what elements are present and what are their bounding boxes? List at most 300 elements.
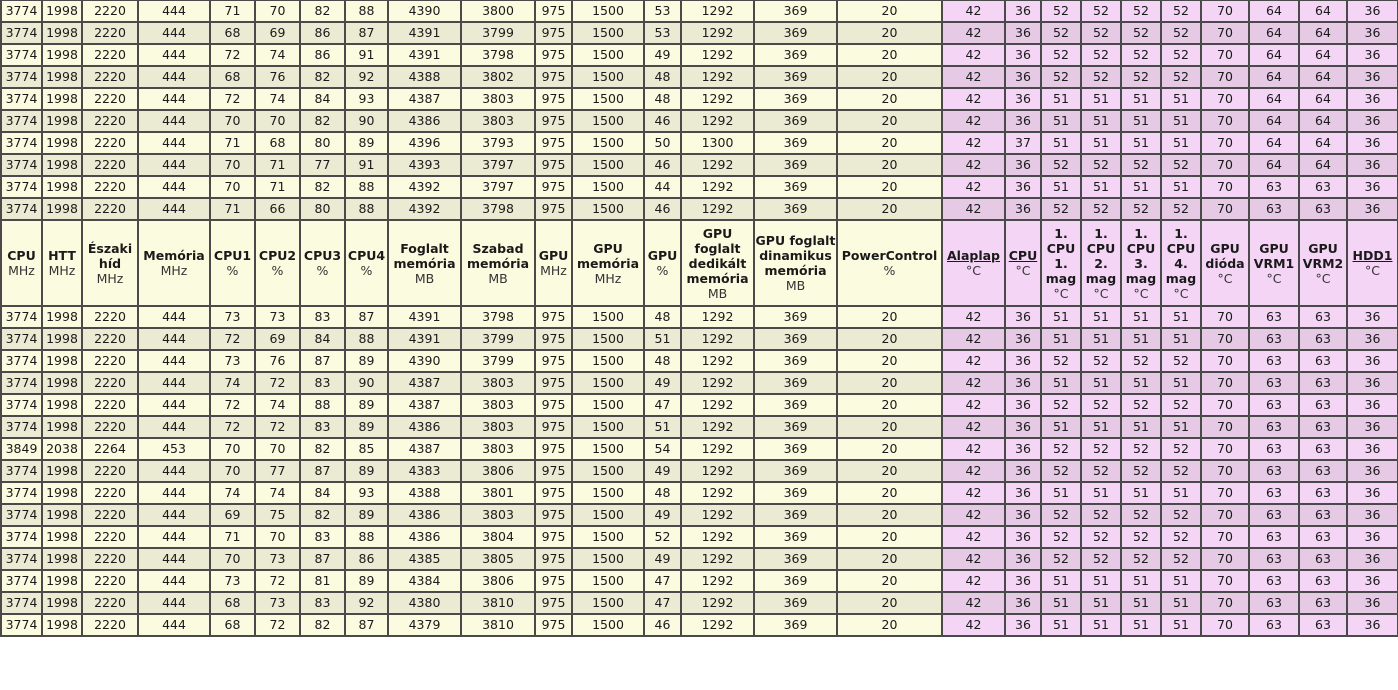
column-header [1249,220,1299,306]
table-cell: 36 [1347,350,1398,372]
column-header-unit: MHz [540,263,567,278]
table-cell: 3793 [461,132,535,154]
column-header-title: GPU [647,248,678,263]
table-cell: 1500 [572,22,644,44]
table-cell: 444 [138,110,210,132]
table-cell: 20 [837,44,942,66]
table-cell: 51 [1161,88,1201,110]
table-cell: 68 [210,592,255,614]
column-header [1041,220,1081,306]
table-cell: 51 [1041,482,1081,504]
table-cell: 52 [1041,0,1081,22]
table-cell: 3774 [1,110,42,132]
table-cell: 3774 [1,44,42,66]
table-cell: 975 [535,66,572,88]
table-cell: 83 [300,416,345,438]
table-cell: 2220 [82,306,138,328]
table-cell: 52 [1121,438,1161,460]
table-cell: 3797 [461,154,535,176]
table-cell: 42 [942,88,1005,110]
table-cell: 36 [1347,44,1398,66]
table-cell: 2220 [82,44,138,66]
table-cell: 52 [1041,198,1081,220]
table-cell: 51 [1121,176,1161,198]
column-header-unit: MB [707,285,728,301]
table-cell: 1292 [681,198,754,220]
table-cell: 2220 [82,22,138,44]
table-cell: 444 [138,306,210,328]
table-cell: 52 [1121,504,1161,526]
table-cell: 82 [300,504,345,526]
table-cell: 444 [138,460,210,482]
table-cell: 369 [754,504,837,526]
table-cell: 444 [138,0,210,22]
table-cell: 64 [1249,22,1299,44]
table-cell: 2220 [82,526,138,548]
table-cell: 52 [1081,460,1121,482]
table-cell: 70 [1201,460,1249,482]
table-cell: 36 [1347,482,1398,504]
column-header [345,220,388,306]
table-row [1,198,1398,220]
table-cell: 369 [754,416,837,438]
table-cell: 20 [837,66,942,88]
column-header [535,220,572,306]
table-cell: 89 [345,504,388,526]
table-cell: 20 [837,570,942,592]
table-cell: 74 [210,372,255,394]
table-cell: 1998 [42,570,82,592]
table-cell: 453 [138,438,210,460]
column-header [388,220,461,306]
table-cell: 369 [754,0,837,22]
table-cell: 69 [255,22,300,44]
column-header-unit: % [360,263,373,278]
table-cell: 369 [754,460,837,482]
table-cell: 1500 [572,44,644,66]
table-cell: 63 [1249,306,1299,328]
table-cell: 49 [644,504,681,526]
table-cell: 92 [345,592,388,614]
table-cell: 3802 [461,66,535,88]
table-cell: 975 [535,176,572,198]
table-cell: 70 [210,154,255,176]
table-cell: 89 [345,394,388,416]
table-cell: 36 [1005,44,1041,66]
table-cell: 1500 [572,350,644,372]
table-cell: 3774 [1,548,42,570]
table-cell: 84 [300,88,345,110]
table-cell: 975 [535,0,572,22]
table-cell: 3806 [461,570,535,592]
column-header-title: CPU1 [213,248,252,263]
table-cell: 975 [535,526,572,548]
table-cell: 4392 [388,176,461,198]
table-cell: 52 [1041,44,1081,66]
table-body [1,0,1398,636]
table-cell: 975 [535,154,572,176]
table-cell: 42 [942,306,1005,328]
table-cell: 51 [1041,372,1081,394]
table-cell: 73 [210,350,255,372]
table-cell: 42 [942,394,1005,416]
column-header-link[interactable]: CPU [1008,248,1038,263]
table-cell: 20 [837,482,942,504]
table-cell: 48 [644,88,681,110]
table-cell: 369 [754,592,837,614]
table-cell: 53 [644,0,681,22]
table-cell: 36 [1005,438,1041,460]
table-cell: 52 [1081,504,1121,526]
table-cell: 1292 [681,526,754,548]
table-cell: 42 [942,22,1005,44]
table-cell: 46 [644,154,681,176]
table-cell: 36 [1005,526,1041,548]
table-cell: 72 [210,394,255,416]
table-cell: 52 [1081,548,1121,570]
column-header-unit: °C [1173,285,1189,301]
table-cell: 1500 [572,482,644,504]
table-cell: 1998 [42,0,82,22]
column-header [1161,220,1201,306]
table-cell: 4396 [388,132,461,154]
table-cell: 1500 [572,306,644,328]
table-cell: 51 [1041,570,1081,592]
column-header [754,220,837,306]
table-cell: 42 [942,570,1005,592]
table-cell: 369 [754,526,837,548]
table-cell: 71 [255,176,300,198]
table-cell: 4384 [388,570,461,592]
table-cell: 3774 [1,416,42,438]
table-cell: 444 [138,504,210,526]
table-cell: 975 [535,350,572,372]
table-cell: 975 [535,44,572,66]
table-cell: 51 [1081,372,1121,394]
column-header-unit: % [226,263,239,278]
table-cell: 36 [1005,66,1041,88]
table-cell: 20 [837,328,942,350]
table-cell: 51 [1161,592,1201,614]
column-header[interactable] [1347,220,1398,306]
table-cell: 3774 [1,0,42,22]
table-cell: 1292 [681,504,754,526]
table-cell: 36 [1005,88,1041,110]
table-cell: 1292 [681,592,754,614]
table-cell: 63 [1299,438,1347,460]
column-header-unit: MHz [8,263,35,278]
table-cell: 63 [1299,394,1347,416]
table-cell: 52 [1081,0,1121,22]
table-cell: 51 [1081,570,1121,592]
table-cell: 1500 [572,154,644,176]
table-cell: 63 [1299,176,1347,198]
table-cell: 48 [644,66,681,88]
column-header [300,220,345,306]
table-cell: 82 [300,438,345,460]
table-cell: 36 [1347,0,1398,22]
table-cell: 36 [1005,548,1041,570]
table-cell: 51 [1081,176,1121,198]
table-cell: 20 [837,198,942,220]
table-cell: 70 [255,0,300,22]
table-cell: 36 [1005,416,1041,438]
table-cell: 52 [1041,460,1081,482]
table-cell: 63 [1299,570,1347,592]
table-cell: 42 [942,372,1005,394]
table-cell: 63 [1299,198,1347,220]
table-cell: 87 [300,350,345,372]
table-cell: 3774 [1,132,42,154]
table-cell: 1292 [681,570,754,592]
table-cell: 2220 [82,0,138,22]
table-cell: 52 [1121,66,1161,88]
table-cell: 70 [210,548,255,570]
column-header-link[interactable]: Alaplap [946,248,1000,263]
column-header [572,220,644,306]
table-cell: 1998 [42,198,82,220]
table-cell: 3774 [1,198,42,220]
table-cell: 369 [754,176,837,198]
table-cell: 975 [535,110,572,132]
table-cell: 1998 [42,548,82,570]
column-header [42,220,82,306]
table-cell: 444 [138,526,210,548]
table-cell: 70 [1201,372,1249,394]
table-cell: 4390 [388,0,461,22]
column-header-link[interactable]: HDD1 [1352,248,1393,263]
table-cell: 89 [345,350,388,372]
table-cell: 2220 [82,110,138,132]
table-cell: 1292 [681,176,754,198]
table-cell: 48 [644,482,681,504]
table-cell: 4391 [388,328,461,350]
table-cell: 444 [138,570,210,592]
column-header[interactable] [1005,220,1041,306]
table-cell: 52 [1121,394,1161,416]
table-cell: 72 [255,416,300,438]
table-cell: 52 [1161,438,1201,460]
column-header-title: GPU VRM1 [1253,240,1295,271]
table-cell: 1998 [42,526,82,548]
table-cell: 36 [1347,592,1398,614]
column-header-title: CPU3 [303,248,342,263]
table-cell: 4388 [388,66,461,88]
table-row [1,372,1398,394]
table-cell: 51 [1041,132,1081,154]
table-cell: 66 [255,198,300,220]
table-cell: 52 [1081,44,1121,66]
table-cell: 51 [1121,132,1161,154]
table-cell: 20 [837,460,942,482]
table-cell: 1500 [572,132,644,154]
table-cell: 88 [345,198,388,220]
table-row [1,438,1398,460]
table-cell: 20 [837,592,942,614]
table-cell: 86 [300,22,345,44]
table-cell: 81 [300,570,345,592]
table-cell: 70 [255,526,300,548]
table-cell: 68 [210,614,255,636]
table-cell: 3774 [1,66,42,88]
table-cell: 46 [644,614,681,636]
table-cell: 51 [1041,88,1081,110]
table-cell: 54 [644,438,681,460]
table-cell: 369 [754,372,837,394]
table-cell: 63 [1249,198,1299,220]
table-cell: 63 [1299,482,1347,504]
table-cell: 20 [837,416,942,438]
table-cell: 47 [644,592,681,614]
table-cell: 52 [1081,526,1121,548]
table-cell: 51 [1161,372,1201,394]
table-cell: 3774 [1,570,42,592]
table-cell: 92 [345,66,388,88]
table-cell: 42 [942,438,1005,460]
table-cell: 64 [1299,154,1347,176]
table-row [1,526,1398,548]
table-cell: 36 [1347,548,1398,570]
table-cell: 86 [300,44,345,66]
table-cell: 73 [255,592,300,614]
table-cell: 36 [1347,328,1398,350]
table-cell: 70 [1201,44,1249,66]
table-cell: 1500 [572,504,644,526]
table-cell: 51 [1121,482,1161,504]
table-cell: 1292 [681,154,754,176]
table-cell: 369 [754,44,837,66]
table-cell: 3799 [461,350,535,372]
table-cell: 74 [210,482,255,504]
table-row [1,44,1398,66]
table-cell: 36 [1005,614,1041,636]
table-cell: 70 [1201,526,1249,548]
table-cell: 89 [345,570,388,592]
table-cell: 1998 [42,592,82,614]
table-cell: 36 [1347,438,1398,460]
table-cell: 63 [1249,460,1299,482]
table-cell: 1292 [681,482,754,504]
table-cell: 53 [644,22,681,44]
table-cell: 46 [644,198,681,220]
column-header [681,220,754,306]
table-cell: 4386 [388,504,461,526]
table-cell: 63 [1249,526,1299,548]
table-cell: 3803 [461,88,535,110]
table-cell: 70 [210,438,255,460]
table-cell: 63 [1249,548,1299,570]
table-cell: 70 [1201,66,1249,88]
table-cell: 36 [1005,372,1041,394]
table-cell: 4387 [388,88,461,110]
table-cell: 63 [1249,438,1299,460]
table-cell: 3774 [1,176,42,198]
table-cell: 1998 [42,504,82,526]
table-cell: 36 [1347,504,1398,526]
column-header-title: CPU2 [258,248,297,263]
table-cell: 51 [1081,592,1121,614]
column-header-unit: % [656,263,669,278]
table-cell: 63 [1249,328,1299,350]
table-cell: 444 [138,176,210,198]
table-cell: 52 [1041,66,1081,88]
table-cell: 52 [1041,548,1081,570]
table-cell: 70 [1201,548,1249,570]
table-row [1,592,1398,614]
table-cell: 369 [754,88,837,110]
table-cell: 36 [1005,22,1041,44]
table-cell: 1998 [42,482,82,504]
table-row [1,328,1398,350]
column-header [1299,220,1347,306]
table-cell: 36 [1347,66,1398,88]
table-cell: 52 [1081,66,1121,88]
table-cell: 369 [754,394,837,416]
table-cell: 3774 [1,154,42,176]
column-header[interactable] [942,220,1005,306]
table-cell: 51 [1081,614,1121,636]
table-cell: 20 [837,132,942,154]
table-cell: 3774 [1,592,42,614]
table-cell: 444 [138,198,210,220]
table-cell: 51 [1041,328,1081,350]
column-header-unit: % [316,263,329,278]
table-cell: 4391 [388,22,461,44]
table-cell: 37 [1005,132,1041,154]
table-cell: 64 [1299,132,1347,154]
table-row [1,394,1398,416]
table-cell: 3774 [1,614,42,636]
table-cell: 2220 [82,592,138,614]
table-cell: 91 [345,44,388,66]
table-cell: 51 [1081,110,1121,132]
table-cell: 3810 [461,592,535,614]
table-row [1,0,1398,22]
table-cell: 83 [300,526,345,548]
table-cell: 64 [1299,88,1347,110]
table-cell: 1500 [572,548,644,570]
column-header-unit: % [271,263,284,278]
column-header-unit: MHz [96,270,124,286]
table-cell: 64 [1249,66,1299,88]
table-cell: 1998 [42,372,82,394]
table-cell: 975 [535,306,572,328]
table-cell: 2220 [82,416,138,438]
table-cell: 74 [255,482,300,504]
column-header-unit: °C [1266,270,1282,286]
column-header-unit: °C [1217,270,1233,286]
table-cell: 51 [1161,176,1201,198]
table-cell: 64 [1249,88,1299,110]
table-cell: 1500 [572,66,644,88]
table-cell: 52 [1121,198,1161,220]
table-cell: 4391 [388,44,461,66]
column-header-unit: MB [414,270,435,286]
table-cell: 1500 [572,198,644,220]
column-header-unit: °C [966,263,981,278]
table-cell: 74 [255,44,300,66]
table-cell: 369 [754,570,837,592]
table-cell: 72 [210,88,255,110]
table-cell: 72 [255,570,300,592]
table-cell: 1500 [572,394,644,416]
table-cell: 3806 [461,460,535,482]
table-cell: 52 [1161,0,1201,22]
table-cell: 2220 [82,394,138,416]
table-cell: 3798 [461,306,535,328]
table-cell: 42 [942,132,1005,154]
table-cell: 36 [1005,306,1041,328]
